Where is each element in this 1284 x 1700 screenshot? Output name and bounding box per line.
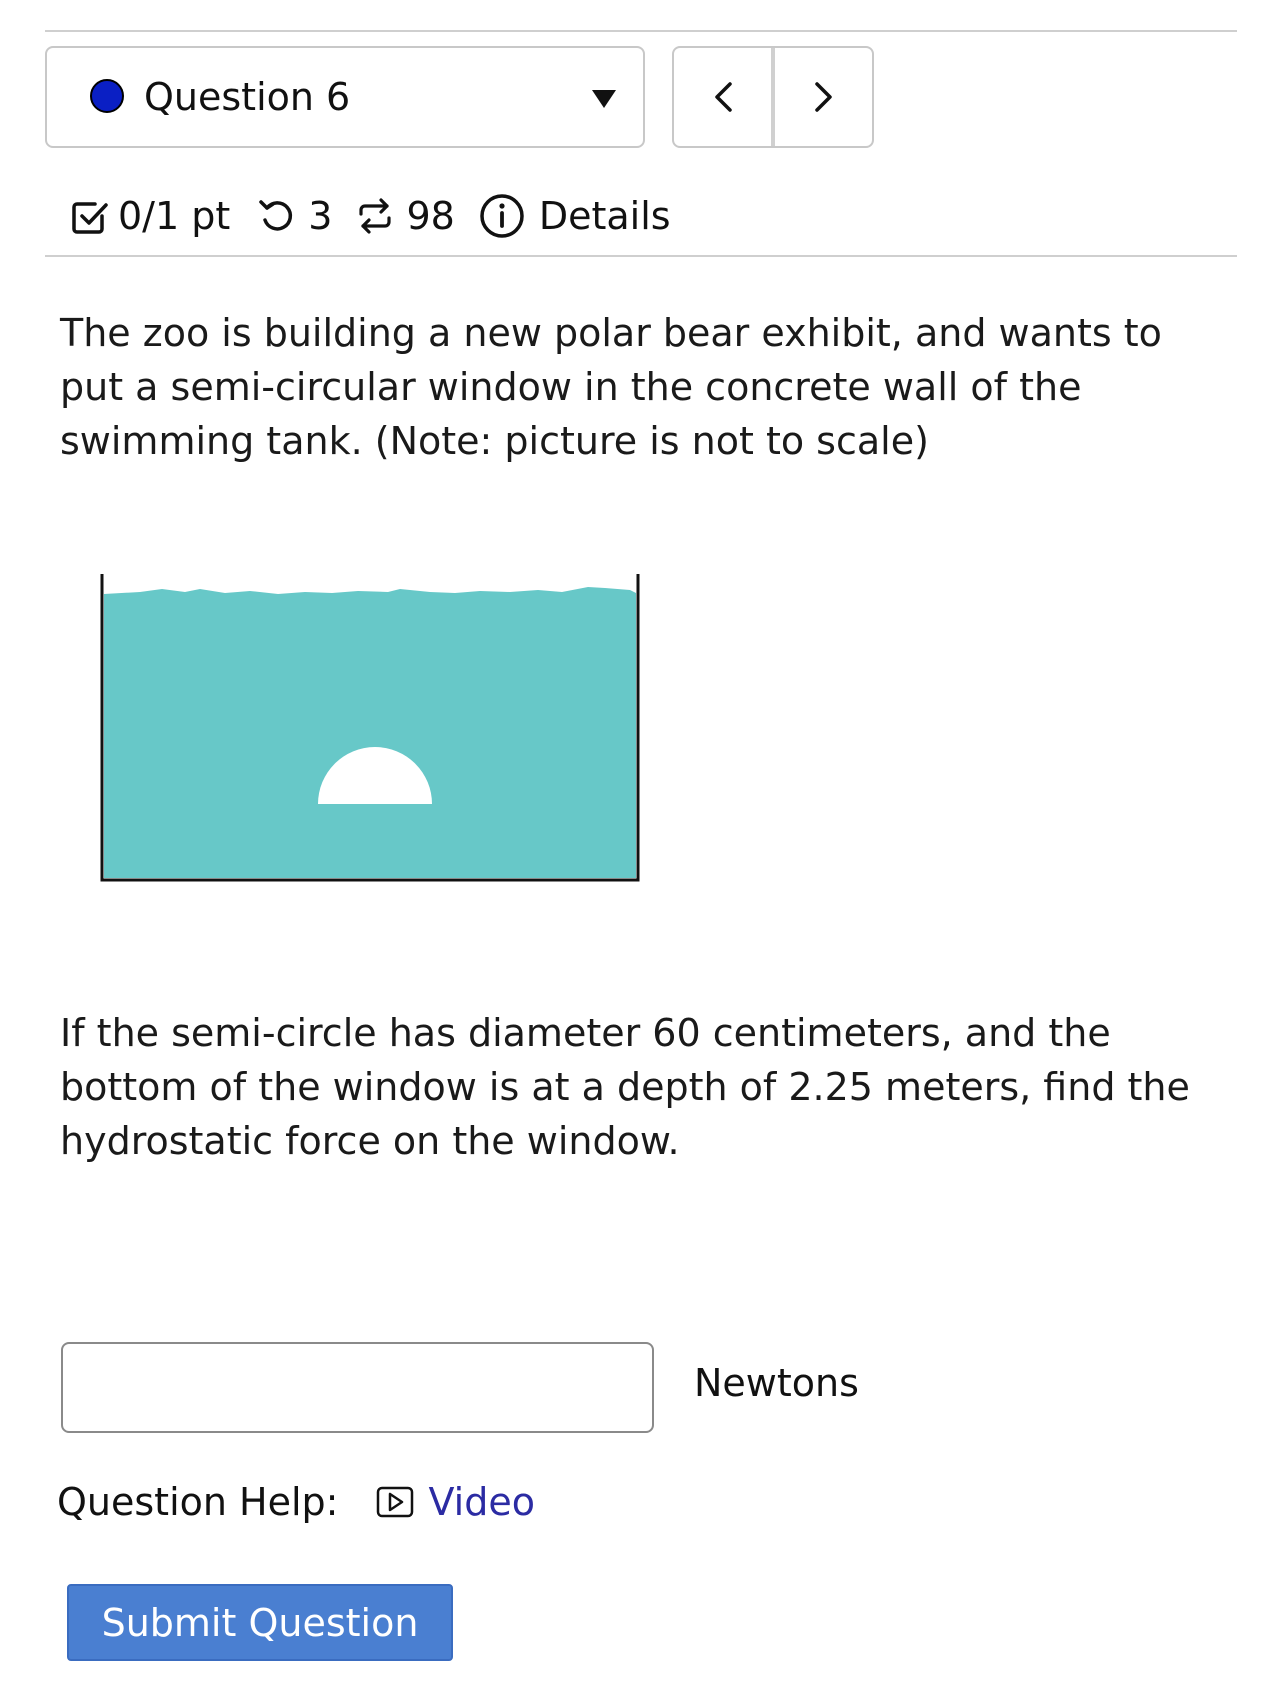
- question-status-dot: [90, 79, 124, 113]
- details-label: Details: [538, 194, 671, 238]
- play-video-icon: [376, 1486, 414, 1518]
- problem-question: If the semi-circle has diameter 60 centimeters, and the bottom of the window is at a depth of 2.25 meters, find the hydrostatic force on the window.: [60, 1011, 1190, 1163]
- previous-question-button[interactable]: [674, 48, 775, 146]
- answer-input[interactable]: [61, 1342, 654, 1433]
- retries-count: 3: [308, 194, 333, 238]
- problem-intro: The zoo is building a new polar bear exhibit, and wants to put a semi-circular window in the concrete wall of the swimming tank. (Note: picture is not to scale): [60, 311, 1162, 463]
- answer-units: Newtons: [694, 1361, 859, 1405]
- attempts-count: 98: [406, 194, 455, 238]
- question-nav: [672, 46, 874, 148]
- next-question-button[interactable]: [775, 48, 872, 146]
- retries-indicator: [258, 194, 332, 238]
- question-meta: [70, 188, 671, 244]
- header-divider: [45, 255, 1237, 257]
- chevron-left-icon: [712, 80, 734, 114]
- score-text: 0/1 pt: [118, 194, 231, 238]
- info-icon: [479, 193, 525, 239]
- video-help-label: Video: [428, 1480, 535, 1524]
- repeat-icon: [356, 197, 394, 235]
- chevron-right-icon: [813, 80, 835, 114]
- tank-water: [104, 587, 636, 878]
- video-help-link[interactable]: [376, 1480, 534, 1524]
- question-help: [57, 1474, 535, 1530]
- question-selector-label: Question 6: [144, 75, 351, 119]
- question-selector[interactable]: [45, 46, 645, 148]
- score-indicator: [70, 194, 230, 238]
- submit-question-button[interactable]: Submit Question: [67, 1584, 453, 1661]
- tank-diagram: [100, 564, 640, 894]
- caret-down-icon: [592, 90, 616, 108]
- retry-icon: [258, 197, 296, 235]
- attempts-indicator: [356, 194, 454, 238]
- question-help-label: Question Help:: [57, 1480, 339, 1524]
- checkbox-check-icon: [70, 196, 110, 236]
- top-divider: [45, 30, 1237, 32]
- details-button[interactable]: [479, 193, 671, 239]
